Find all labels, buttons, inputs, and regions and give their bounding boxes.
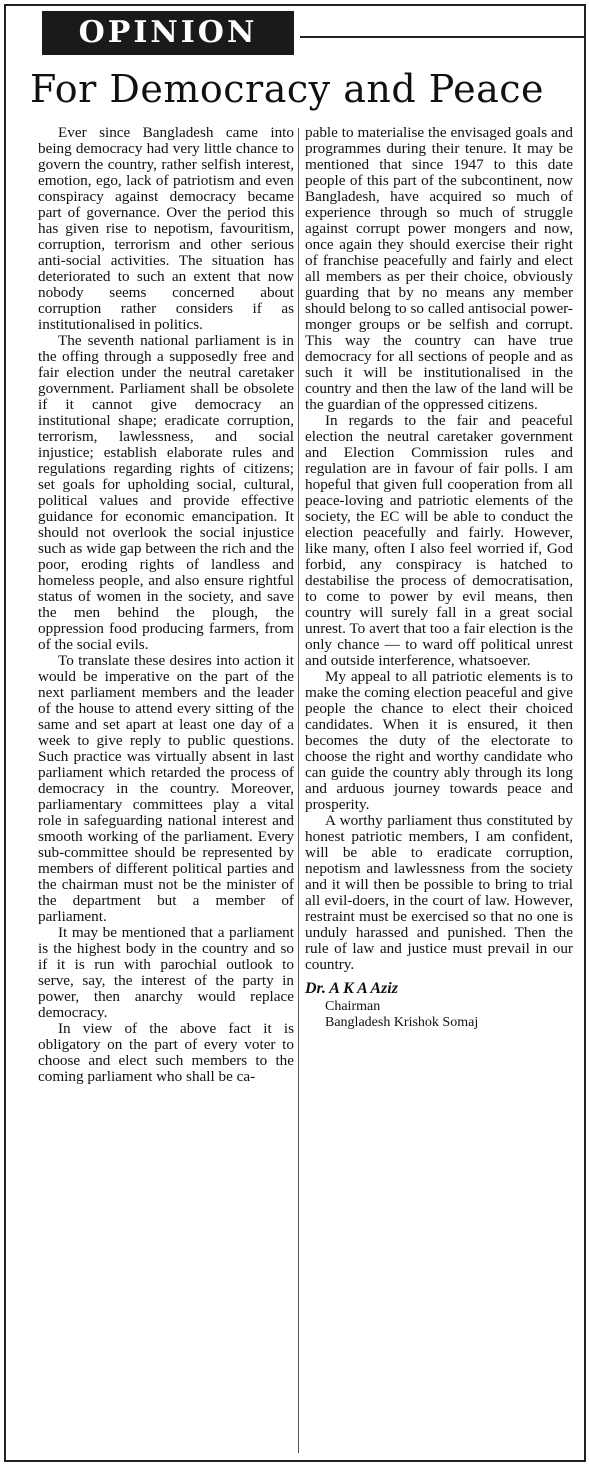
author-organization: Bangladesh Krishok Somaj (325, 1015, 479, 1030)
paragraph: A worthy parliament thus constituted by honest patriotic members, I am confident, will be able to eradicate corruption, nepotism and lawlessness from the society and it will then be possible to bring to trial all evil-doers, in the court of law. However, restraint must be exercised so that no one is unduly harassed and punished. Then the rule of law and justice must prevail in our country. (305, 812, 573, 973)
author-title: Chairman (325, 999, 381, 1014)
author-name: Dr. A K A Aziz (305, 980, 398, 997)
paragraph: Ever since Bangladesh came into being democracy had very little chance to govern the country, rather selfish interest, emotion, ego, lack of patriotism and even conspiracy against democracy became part of governance. Over the period this has given rise to nepotism, favouritism, corruption, terrorism and other serious anti-social activities. The situation has deteriorated to such an extent that now nobody seems concerned about corruption rather considers if as institutionalised in politics. (38, 124, 294, 333)
section-label-rule (300, 36, 584, 38)
frame-right-rule (584, 4, 586, 1462)
right-column (305, 125, 573, 1031)
section-label: OPINION (42, 11, 294, 55)
paragraph-continuation: pable to materialise the envisaged goals and programmes during their tenure. It may be mentioned that since 1947 to this date people of this part of the subcontinent, now Bangladesh, have acquired so much of experience through so much of struggle against corrupt power mongers and now, once again they should exercise their right of franchise peacefully and fairly and elect all members as per their choice, obviously guarding that by no means any member should belong to so called antisocial power-monger groups or be selfish and corrupt. This way the country can have true democracy for all sections of people and as such it will be institutionalised in the country and then the law of the land will be the guardian of the oppressed citizens. (305, 124, 573, 413)
frame-left-rule (4, 4, 6, 1462)
frame-top-rule (4, 4, 586, 6)
column-divider (298, 128, 299, 1453)
frame-bottom-rule (4, 1460, 586, 1462)
paragraph: The seventh national parliament is in the offing through a supposedly free and fair election under the neutral caretaker government. Parliament shall be obsolete if it cannot give democracy an institutional shape; eradicate corruption, terrorism, lawlessness, and social injustice; establish elaborate rules and regulations regarding rights of citizens; set goals for upholding social, cultural, political values and provide effective guidance for economic emancipation. It should not overlook the social injustice such as wide gap between the rich and the poor, eroding rights of landless and homeless people, and also ensure rightful status of women in the society, and save the men behind the plough, the oppression food producing farmers, from of the social evils. (38, 332, 294, 653)
paragraph: My appeal to all patriotic elements is to make the coming election peaceful and give people the chance to elect their choiced candidates. When it is ensured, it then becomes the duty of the electorate to choose the right and worthy candidate who can guide the country ably through its long and arduous journey towards peace and prosperity. (305, 668, 573, 813)
headline: For Democracy and Peace (30, 67, 545, 111)
paragraph: It may be mentioned that a parliament is the highest body in the country and so if it is run with parochial outlook to serve, say, the interest of the party in power, then anarchy would replace democracy. (38, 924, 294, 1021)
paragraph: In regards to the fair and peaceful election the neutral caretaker government and Election Commission rules and regulation are in favour of fair polls. I am hopeful that given full cooperation from all peace-loving and patriotic elements of the society, the EC will be able to conduct the election peacefully and fairly. However, like many, often I also feel worried if, God forbid, any conspiracy is hatched to destabilise the process of democratisation, to come to power by evil means, then country will surely fall in a great social unrest. To avert that too a fair election is the only chance — to ward off political unrest and outside interference, whatsoever. (305, 412, 573, 669)
paragraph: In view of the above fact it is obligatory on the part of every voter to choose and elect such members to the coming parliament who shall be ca- (38, 1020, 294, 1085)
left-column (38, 125, 294, 1085)
paragraph: To translate these desires into action it would be imperative on the part of the next parliament members and the leader of the house to attend every sitting of the same and set apart at least one day of a week to give reply to public questions. Such practice was virtually absent in last parliament which retarded the process of democracy in the country. Moreover, parliamentary committees play a vital role in safeguarding national interest and smooth working of the parliament. Every sub-committee should be represented by members of different political parties and the chairman must not be the minister of the department but a member of parliament. (38, 652, 294, 925)
